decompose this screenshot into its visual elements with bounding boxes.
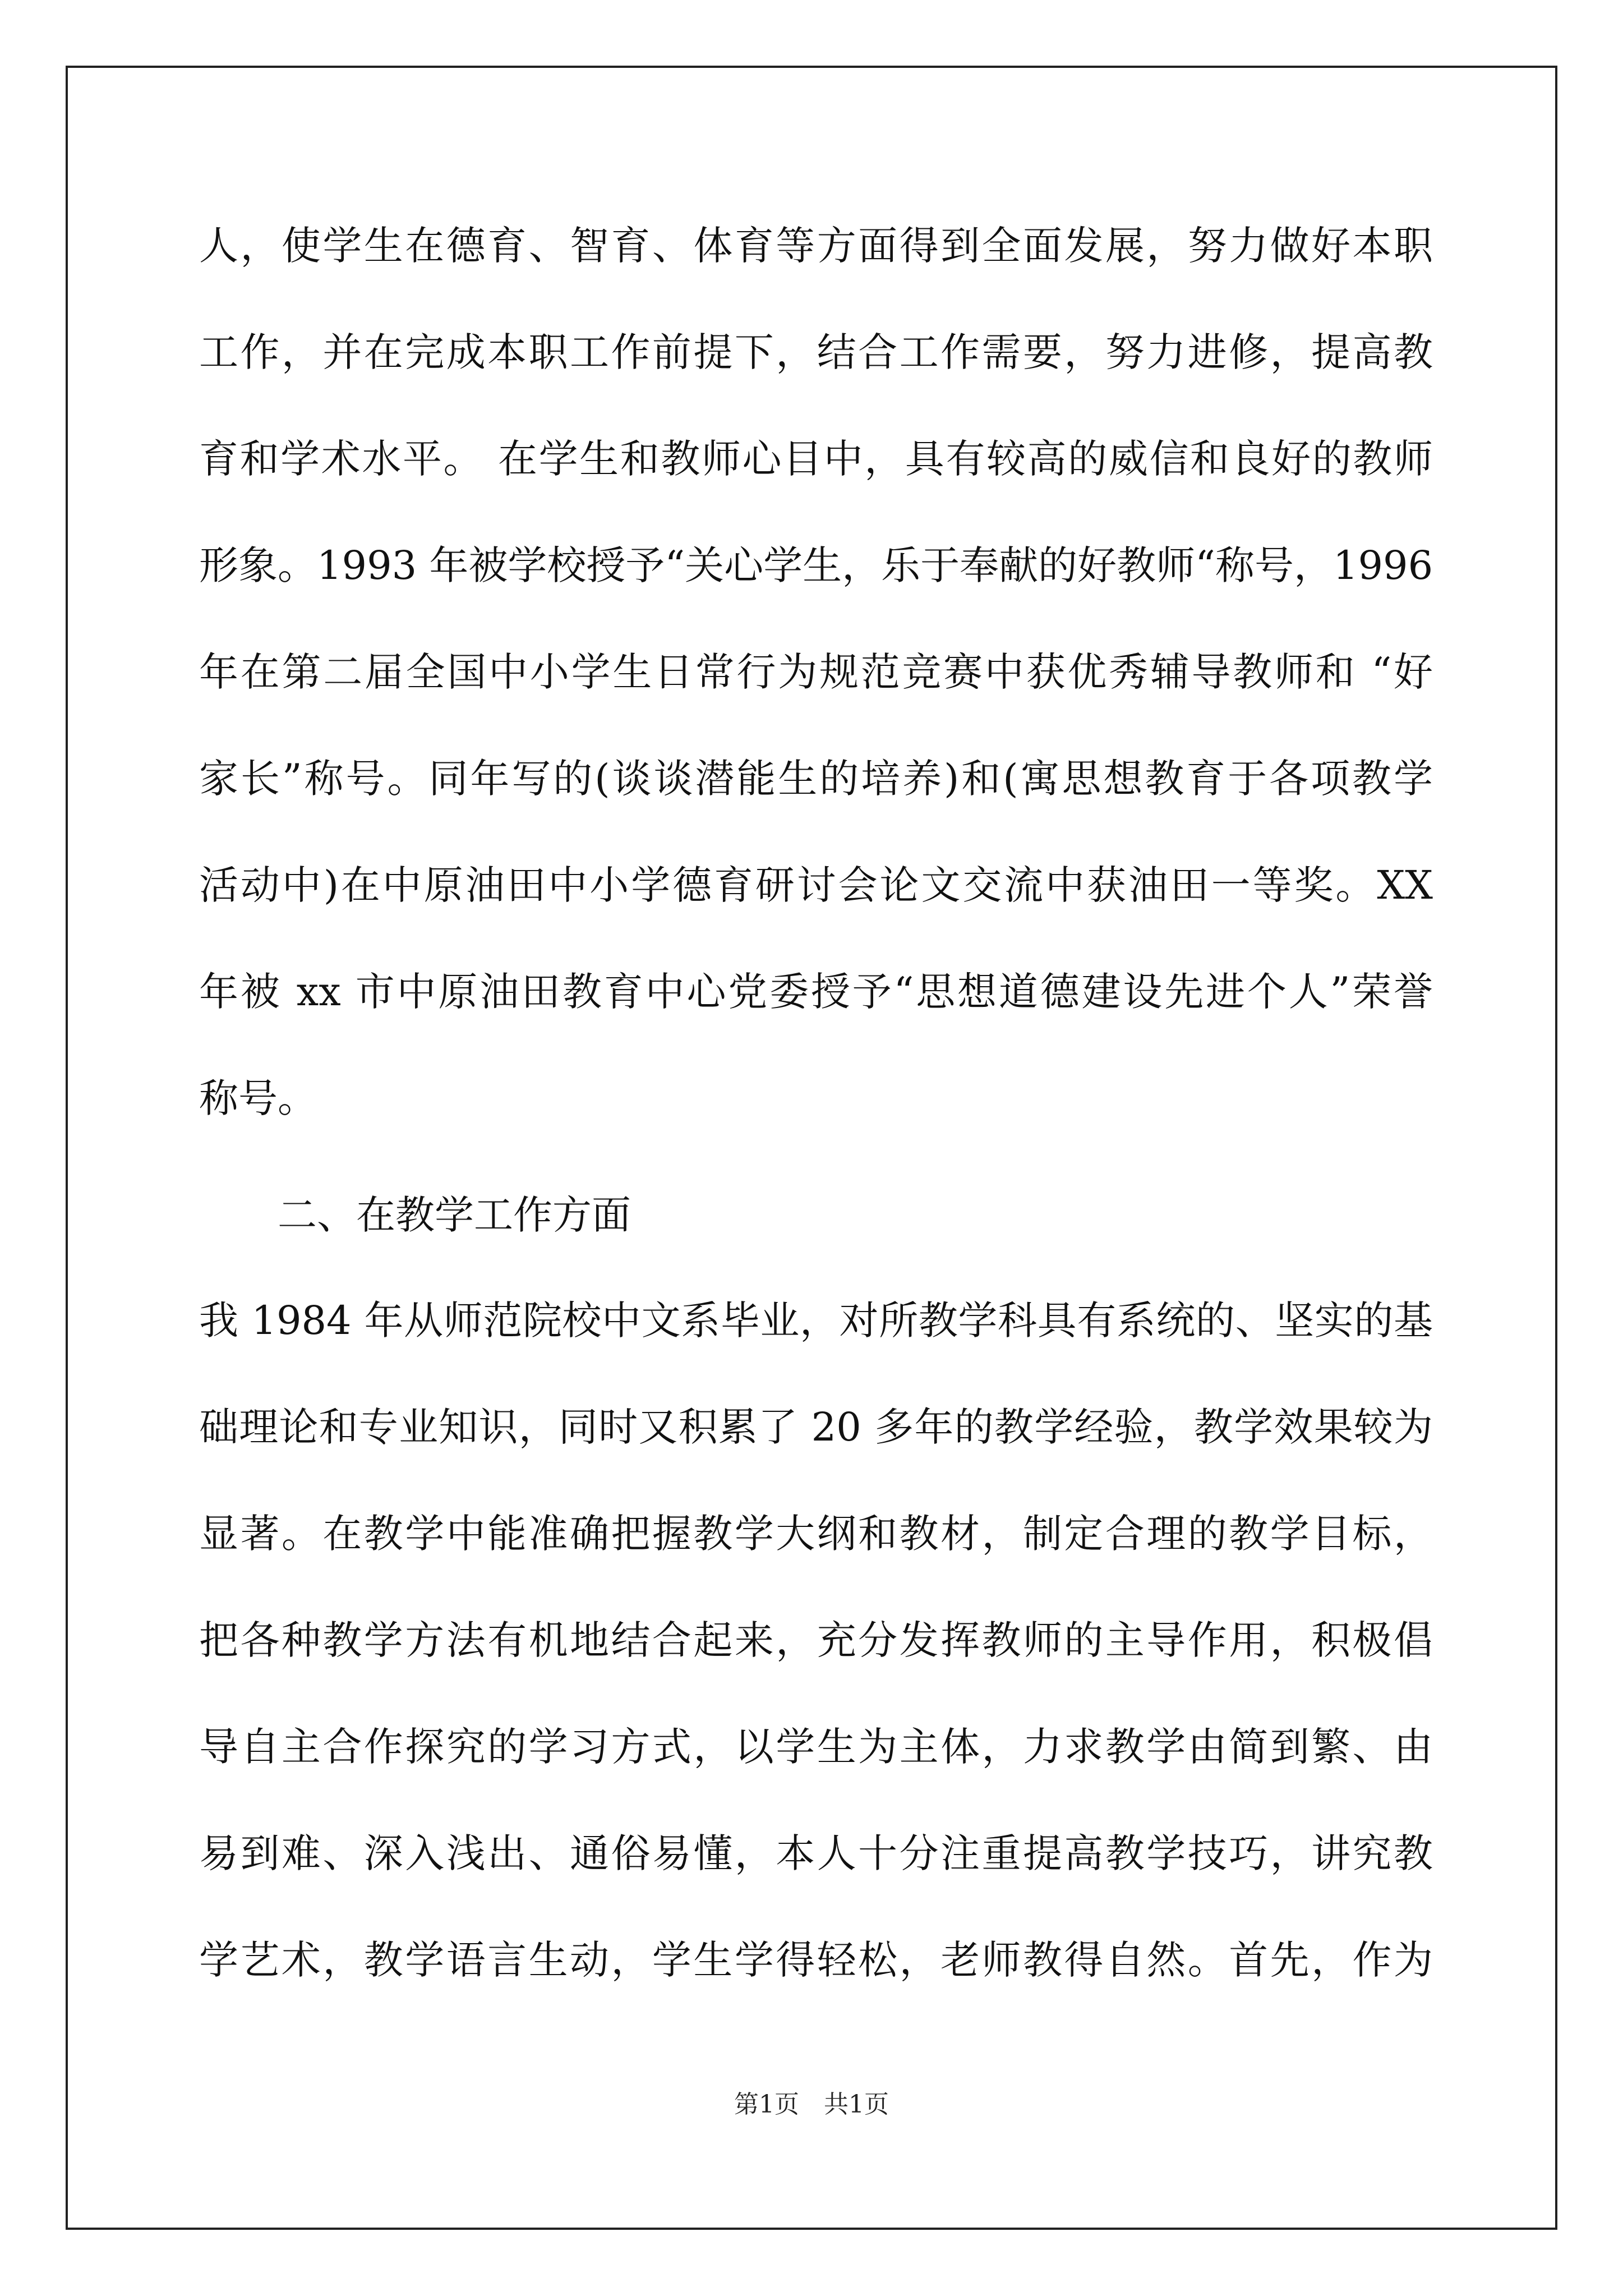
body-line: 工作，并在完成本职工作前提下，结合工作需要，努力进修，提高教	[199, 329, 1433, 375]
body-line: 家长”称号。同年写的(谈谈潜能生的培养)和(寓思想教育于各项教学	[199, 756, 1433, 802]
page-footer: 第1页 共1页	[734, 2090, 889, 2119]
body-line-paragraph-end: 称号。	[199, 1075, 317, 1121]
page-border	[66, 66, 1557, 2230]
body-line: 形象。1993 年被学校授予“关心学生，乐于奉献的好教师“称号，1996	[199, 542, 1433, 588]
body-line: 易到难、深入浅出、通俗易懂，本人十分注重提高教学技巧，讲究教	[199, 1830, 1433, 1876]
body-line: 年被 xx 市中原油田教育中心党委授予“思想道德建设先进个人”荣誉	[199, 969, 1433, 1015]
body-line: 人，使学生在德育、智育、体育等方面得到全面发展，努力做好本职	[199, 223, 1433, 269]
body-line: 活动中)在中原油田中小学德育研讨会论文交流中获油田一等奖。XX	[199, 862, 1433, 908]
body-line: 导自主合作探究的学习方式，以学生为主体，力求教学由简到繁、由	[199, 1724, 1433, 1770]
body-line: 年在第二届全国中小学生日常行为规范竞赛中获优秀辅导教师和 “好	[199, 649, 1433, 695]
body-line: 育和学术水平。 在学生和教师心目中，具有较高的威信和良好的教师	[199, 436, 1433, 482]
body-line: 我 1984 年从师范院校中文系毕业，对所教学科具有系统的、坚实的基	[199, 1297, 1433, 1343]
section-heading: 二、在教学工作方面	[278, 1192, 631, 1238]
body-line: 显著。在教学中能准确把握教学大纲和教材，制定合理的教学目标，	[199, 1511, 1433, 1557]
body-line: 把各种教学方法有机地结合起来，充分发挥教师的主导作用，积极倡	[199, 1617, 1433, 1663]
body-line: 学艺术，教学语言生动，学生学得轻松，老师教得自然。首先，作为	[199, 1937, 1433, 1983]
body-line: 础理论和专业知识，同时又积累了 20 多年的教学经验，教学效果较为	[199, 1404, 1433, 1450]
